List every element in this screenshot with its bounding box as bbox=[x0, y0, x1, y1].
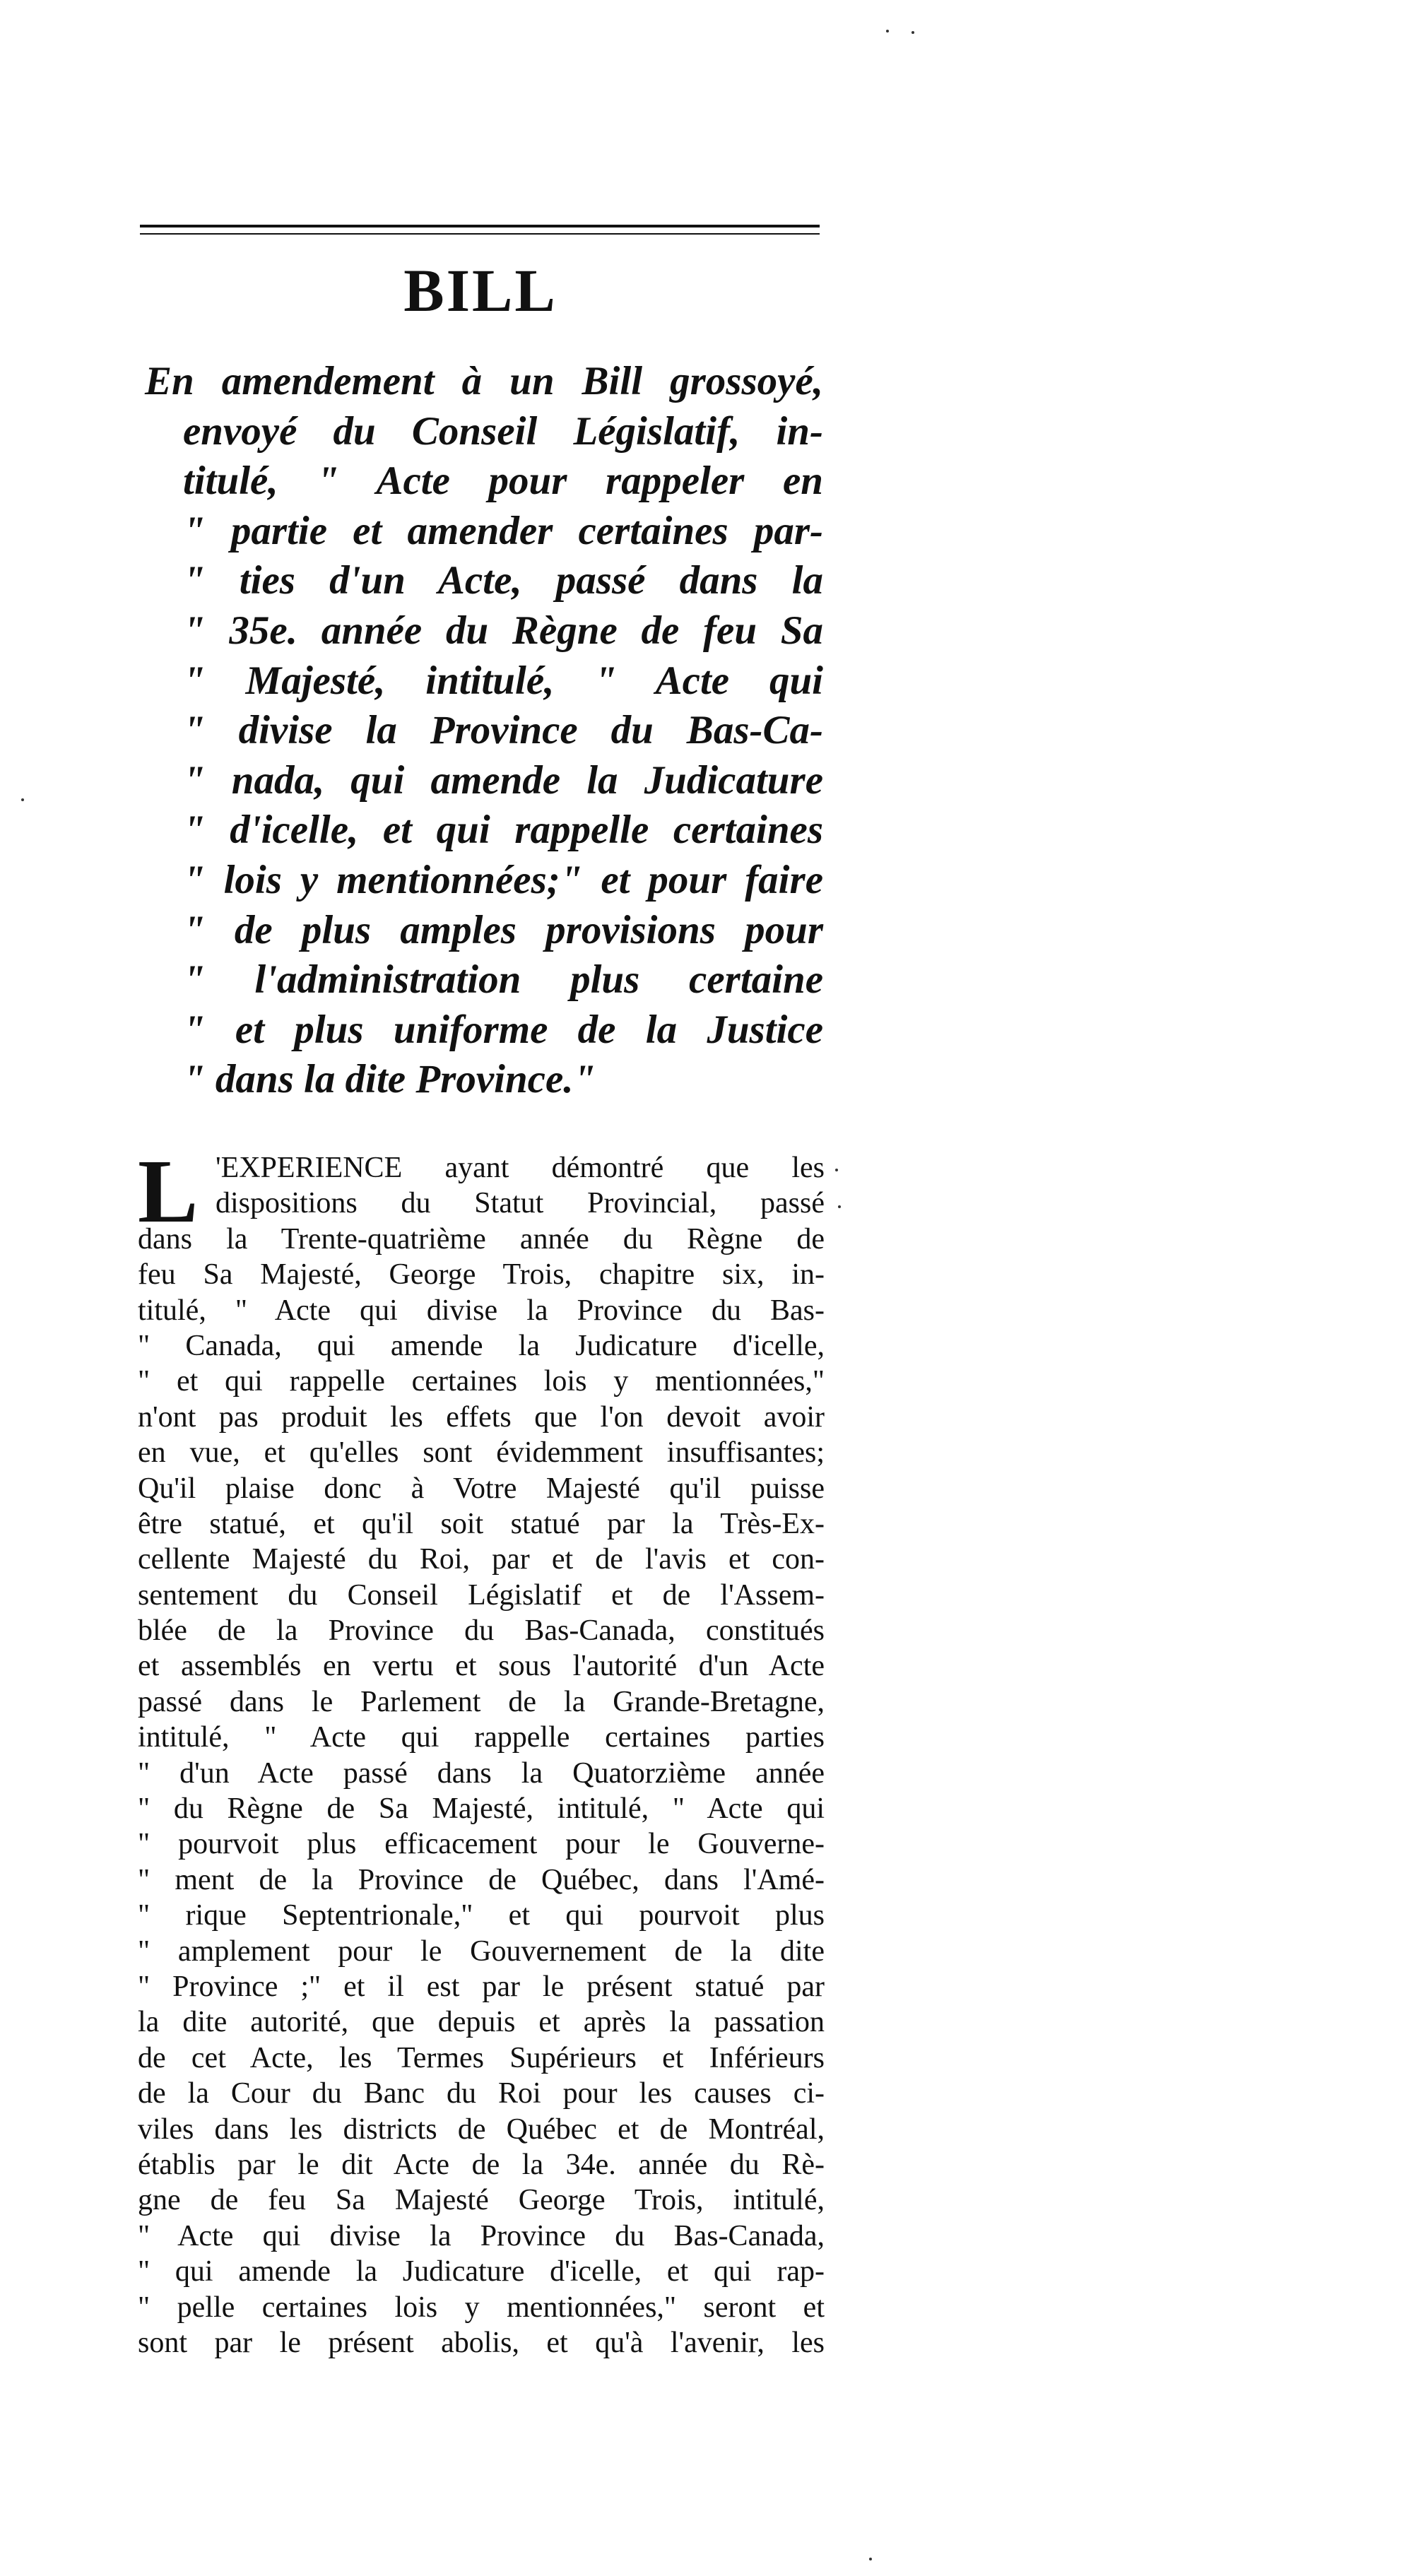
body-line: gne de feu Sa Majesté George Trois, intitulé, bbox=[138, 2184, 825, 2217]
paper-speck bbox=[869, 2558, 872, 2560]
header-rule-thick bbox=[140, 225, 820, 228]
subtitle-line: " de plus amples provisions pour bbox=[183, 907, 823, 952]
body-line: en vue, et qu'elles sont évidemment insuffisantes; bbox=[138, 1436, 825, 1470]
subtitle-line: " 35e. année du Règne de feu Sa bbox=[183, 608, 823, 653]
body-line: " Acte qui divise la Province du Bas-Canada, bbox=[138, 2219, 825, 2252]
subtitle-line: " d'icelle, et qui rappelle certaines bbox=[183, 808, 823, 853]
subtitle-line: " divise la Province du Bas-Ca- bbox=[183, 708, 823, 753]
body-line: " Province ;" et il est par le présent statué par bbox=[138, 1970, 825, 2003]
body-line: " rique Septentrionale," et qui pourvoit plus bbox=[138, 1899, 825, 1932]
body-line: 'EXPERIENCE ayant démontré que les bbox=[216, 1152, 825, 1184]
bill-subtitle bbox=[145, 357, 823, 1105]
body-line: intitulé, " Acte qui rappelle certaines parties bbox=[138, 1721, 825, 1754]
body-line: cellente Majesté du Roi, par et de l'avis et con- bbox=[138, 1543, 825, 1576]
body-line: Qu'il plaise donc à Votre Majesté qu'il puisse bbox=[138, 1472, 825, 1505]
body-line: être statué, et qu'il soit statué par la Très-Ex- bbox=[138, 1507, 825, 1540]
subtitle-line: En amendement à un Bill grossoyé, bbox=[145, 359, 823, 403]
body-line: " d'un Acte passé dans la Quatorzième année bbox=[138, 1756, 825, 1790]
body-line: " Canada, qui amende la Judicature d'icelle, bbox=[138, 1329, 825, 1362]
subtitle-line: " nada, qui amende la Judicature bbox=[183, 757, 823, 803]
body-line: de cet Acte, les Termes Supérieurs et Inférieurs bbox=[138, 2041, 825, 2074]
paper-speck bbox=[911, 31, 914, 34]
body-line: " qui amende la Judicature d'icelle, et qui rap- bbox=[138, 2255, 825, 2288]
document-title: BILL bbox=[403, 256, 557, 324]
body-line: dans la Trente-quatrième année du Règne de bbox=[138, 1222, 825, 1255]
subtitle-line: " ties d'un Acte, passé dans la bbox=[183, 558, 823, 603]
body-line: blée de la Province du Bas-Canada, constitués bbox=[138, 1614, 825, 1648]
body-line: établis par le dit Acte de la 34e. année du Rè- bbox=[138, 2148, 825, 2181]
body-paragraph bbox=[138, 1150, 825, 2361]
paper-speck bbox=[838, 1205, 841, 1208]
body-line: sentement du Conseil Législatif et de l'Assem- bbox=[138, 1578, 825, 1612]
body-line: passé dans le Parlement de la Grande-Bretagne, bbox=[138, 1685, 825, 1718]
subtitle-line: " partie et amender certaines par- bbox=[183, 508, 823, 553]
paper-speck bbox=[835, 1169, 838, 1171]
subtitle-line: envoyé du Conseil Législatif, in- bbox=[183, 408, 823, 454]
body-line: " et qui rappelle certaines lois y mentionnées," bbox=[138, 1365, 825, 1398]
subtitle-line: " lois y mentionnées;" et pour faire bbox=[183, 857, 823, 902]
body-line: " ment de la Province de Québec, dans l'Amé- bbox=[138, 1863, 825, 1896]
body-line: dispositions du Statut Provincial, passé bbox=[216, 1187, 825, 1220]
body-line: de la Cour du Banc du Roi pour les causes ci- bbox=[138, 2077, 825, 2110]
subtitle-line: titulé, " Acte pour rappeler en bbox=[183, 459, 823, 504]
subtitle-line: " et plus uniforme de la Justice bbox=[183, 1007, 823, 1052]
body-line: " du Règne de Sa Majesté, intitulé, " Acte qui bbox=[138, 1792, 825, 1826]
header-rule-thin bbox=[140, 233, 820, 235]
body-line: " pourvoit plus efficacement pour le Gouverne- bbox=[138, 1828, 825, 1861]
body-line: la dite autorité, que depuis et après la passation bbox=[138, 2006, 825, 2039]
body-line: n'ont pas produit les effets que l'on devoit avoir bbox=[138, 1400, 825, 1434]
paper-speck bbox=[886, 30, 889, 33]
body-line: viles dans les districts de Québec et de Montréal, bbox=[138, 2113, 825, 2146]
body-line: " amplement pour le Gouvernement de la dite bbox=[138, 1934, 825, 1968]
subtitle-line: " l'administration plus certaine bbox=[183, 957, 823, 1003]
drop-cap-initial: L bbox=[138, 1141, 199, 1241]
header-double-rule bbox=[140, 225, 820, 240]
paper-speck bbox=[21, 798, 24, 801]
body-line: et assemblés en vertu et sous l'autorité d'un Acte bbox=[138, 1650, 825, 1683]
subtitle-line: " dans la dite Province." bbox=[183, 1057, 596, 1102]
body-line: titulé, " Acte qui divise la Province du Bas- bbox=[138, 1294, 825, 1327]
body-line: " pelle certaines lois y mentionnées," seront et bbox=[138, 2291, 825, 2324]
subtitle-line: " Majesté, intitulé, " Acte qui bbox=[183, 658, 823, 703]
body-line: sont par le présent abolis, et qu'à l'avenir, les bbox=[138, 2326, 825, 2359]
body-line: feu Sa Majesté, George Trois, chapitre six, in- bbox=[138, 1258, 825, 1292]
